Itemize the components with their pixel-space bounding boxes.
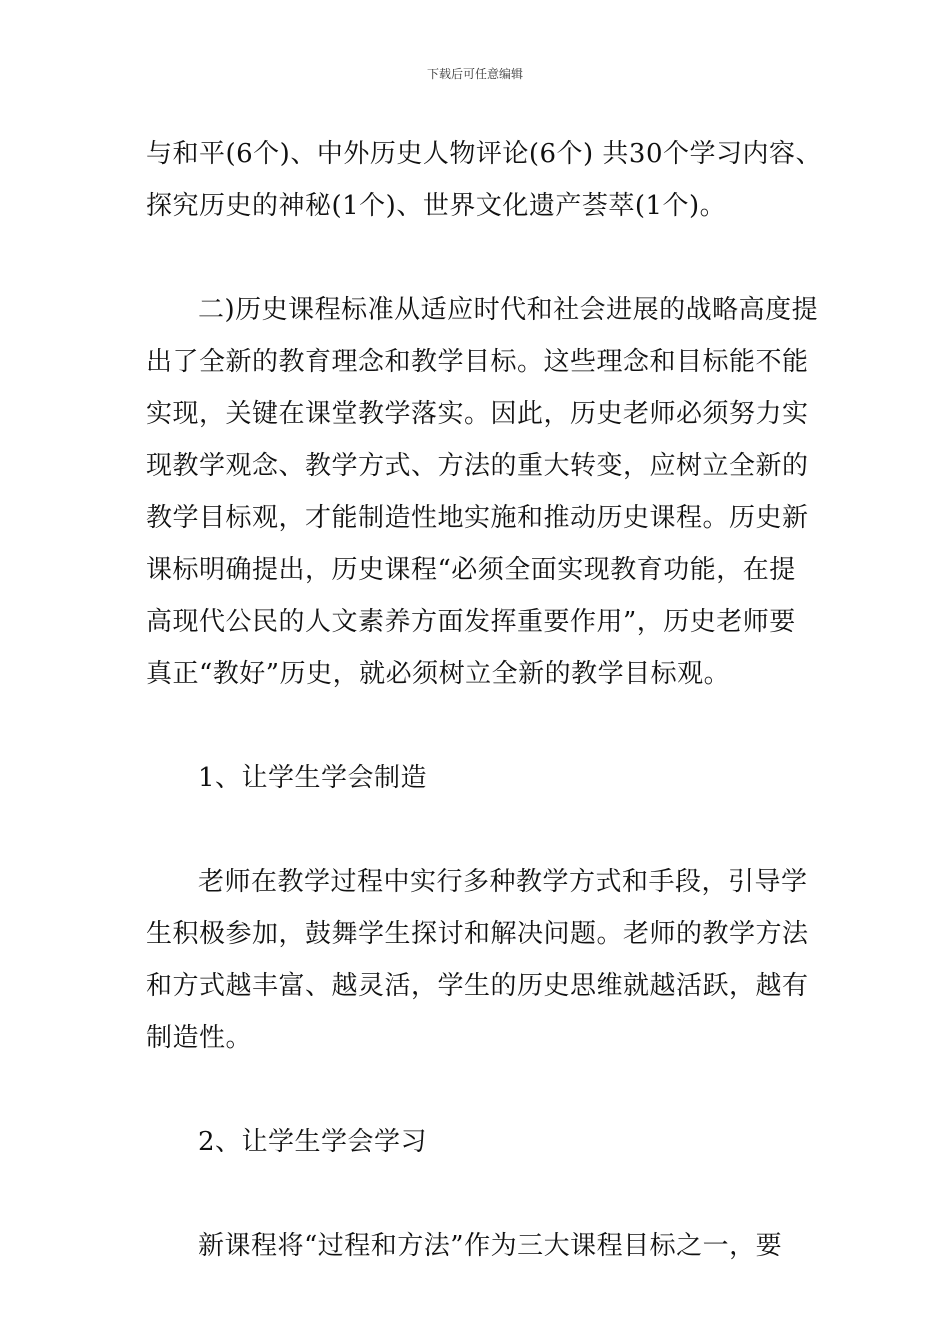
text-line: 生积极参加，鼓舞学生探讨和解决问题。老师的教学方法 [146,919,809,949]
text-line: 制造性。 [146,1023,253,1053]
text-line: 新课程将“过程和方法”作为三大课程目标之一，要 [198,1231,783,1261]
document-body [146,128,823,1272]
text-line: 和方式越丰富、越灵活，学生的历史思维就越活跃，越有 [146,971,809,1001]
paragraph-gap [146,1168,816,1220]
paragraph-continued [146,128,823,232]
text-line: 现教学观念、教学方式、方法的重大转变，应树立全新的 [146,451,809,481]
heading-line: 1、让学生学会制造 [198,763,428,793]
section-heading-1 [146,752,816,804]
paragraph-gap [146,700,816,752]
text-line: 实现，关键在课堂教学落实。因此，历史老师必须努力实 [146,399,809,429]
paragraph-curriculum-standard [146,284,819,700]
text-line: 课标明确提出，历史课程“必须全面实现教育功能，在提 [146,555,796,585]
text-line: 老师在教学过程中实行多种教学方式和手段，引导学 [198,867,808,897]
text-line: 探究历史的神秘(1个)、世界文化遗产荟萃(1个)。 [146,191,727,221]
text-line: 出了全新的教育理念和教学目标。这些理念和目标能不能 [146,347,809,377]
text-line: 与和平(6个)、中外历史人物评论(6个) 共30个学习内容、 [146,139,823,169]
paragraph-teaching-methods [146,856,816,1064]
paragraph-gap [146,804,816,856]
text-line: 教学目标观，才能制造性地实施和推动历史课程。历史新 [146,503,809,533]
text-line: 真正“教好”历史，就必须树立全新的教学目标观。 [146,659,731,689]
section-heading-2 [146,1116,816,1168]
page-header: 下载后可任意编辑 [426,67,523,81]
paragraph-gap [146,232,816,284]
text-line: 高现代公民的人文素养方面发挥重要作用”，历史老师要 [146,607,796,637]
paragraph-gap [146,1064,816,1116]
heading-line: 2、让学生学会学习 [198,1127,428,1157]
paragraph-new-curriculum [146,1220,816,1272]
text-line: 二)历史课程标准从适应时代和社会进展的战略高度提 [198,295,819,325]
